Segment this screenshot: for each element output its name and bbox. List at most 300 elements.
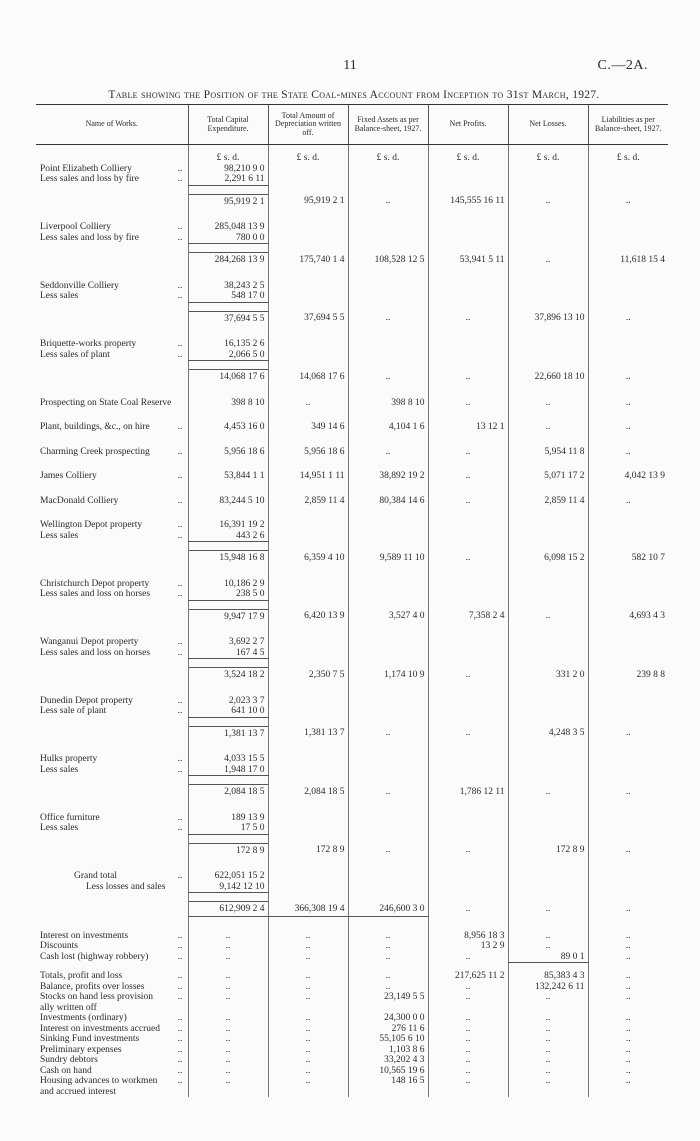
net-profit-cell: 13 2 9 — [428, 941, 508, 952]
total-capital-cell: 95,919 2 1 — [188, 194, 268, 208]
works-name — [36, 339, 188, 350]
works-name — [36, 1024, 188, 1035]
net-row — [36, 726, 668, 740]
net-loss-cell: .. — [508, 931, 588, 942]
page-number: 11 — [343, 58, 357, 73]
works-name-text: Less sales and loss on horses — [40, 589, 151, 599]
net-loss-cell: 2,859 11 4 — [508, 496, 588, 507]
liability-cell: .. — [588, 1045, 668, 1056]
works-name-text: Interest on investments — [40, 930, 129, 941]
works-name-text: James Colliery — [40, 471, 97, 481]
net-loss-cell: .. — [508, 1076, 588, 1087]
leader-dots: .. — [177, 764, 183, 775]
works-name — [36, 931, 188, 942]
gross-capital-cell: 16,135 2 6 — [188, 339, 268, 350]
works-name — [36, 952, 188, 963]
header-row — [36, 105, 668, 145]
net-profit-cell: .. — [428, 668, 508, 682]
net-row — [36, 551, 668, 565]
summary-row — [36, 1034, 668, 1045]
deduction-row — [36, 174, 668, 185]
liability-cell: .. — [588, 194, 668, 208]
fixed-assets-cell: .. — [348, 447, 428, 458]
fixed-assets-cell: 148 16 5 — [348, 1076, 428, 1087]
works-name — [36, 589, 188, 600]
depreciation-cell: .. — [268, 971, 348, 982]
net-profit-cell: .. — [428, 370, 508, 384]
works-name-text: and accrued interest — [40, 1086, 116, 1097]
net-loss-cell: .. — [508, 941, 588, 952]
deduction-cell: 17 5 0 — [188, 823, 268, 834]
leader-dots: .. — [177, 1076, 183, 1086]
summary-row-continued — [36, 1087, 668, 1098]
leader-dots: .. — [177, 695, 183, 706]
leader-dots: .. — [177, 1044, 183, 1055]
works-name-text: Discounts — [40, 941, 78, 951]
gross-capital-cell: 622,051 15 2 — [188, 871, 268, 882]
works-name — [36, 941, 188, 952]
works-name-text: Wellington Depot property — [40, 520, 143, 530]
entry-row — [36, 339, 668, 350]
net-loss-cell: .. — [508, 1045, 588, 1056]
leader-dots: .. — [177, 992, 183, 1002]
leader-dots: .. — [177, 222, 183, 232]
net-loss-cell: 6,098 15 2 — [508, 551, 588, 565]
net-row — [36, 194, 668, 208]
works-name-text: Plant, buildings, &c., on hire — [40, 422, 150, 432]
depreciation-cell: .. — [268, 992, 348, 1003]
leader-dots: .. — [177, 339, 183, 349]
fixed-assets-cell: .. — [348, 370, 428, 384]
gross-capital-cell: 98,210 9 0 — [188, 164, 268, 175]
total-capital-cell: .. — [188, 1013, 268, 1024]
net-loss-cell: .. — [508, 1034, 588, 1045]
liability-cell: .. — [588, 311, 668, 325]
header-total-capital: Total Capital Expenditure. — [188, 105, 268, 145]
liability-cell: .. — [588, 1034, 668, 1045]
gross-capital-cell: 16,391 19 2 — [188, 520, 268, 531]
header-liabilities: Liabilities as per Balance-sheet, 1927. — [588, 105, 668, 145]
total-capital-cell: 398 8 10 — [188, 398, 268, 409]
total-capital-cell: .. — [188, 1055, 268, 1066]
entry-row — [36, 696, 668, 707]
entry-row — [36, 471, 668, 482]
leader-dots: .. — [177, 812, 183, 823]
works-name-text: Housing advances to workmen — [40, 1076, 158, 1086]
works-name-text: Cash on hand — [40, 1065, 92, 1076]
works-name-text: Cash lost (highway robbery) — [40, 951, 149, 962]
total-capital-cell: .. — [188, 931, 268, 942]
entry-row — [36, 222, 668, 233]
total-capital-cell: .. — [188, 1066, 268, 1077]
works-name-text: Charming Creek prospecting — [40, 446, 150, 457]
net-loss-cell: .. — [508, 785, 588, 799]
net-profit-cell: .. — [428, 496, 508, 507]
currency-label: £ s. d. — [508, 153, 588, 164]
works-name — [36, 291, 188, 302]
works-name-text: Stocks on hand less provision — [40, 992, 153, 1002]
liability-cell: .. — [588, 1076, 668, 1087]
net-row — [36, 370, 668, 384]
fixed-assets-cell: .. — [348, 952, 428, 963]
works-name — [36, 174, 188, 185]
leader-dots: .. — [177, 495, 183, 506]
net-row — [36, 609, 668, 623]
leader-dots: .. — [177, 1055, 183, 1065]
entry-row — [36, 447, 668, 458]
leader-dots: .. — [177, 823, 183, 833]
total-capital-cell: .. — [188, 982, 268, 993]
liability-cell: .. — [588, 1024, 668, 1035]
fixed-assets-cell: 246,600 3 0 — [348, 902, 428, 917]
works-name-text: Less sales and loss on horses — [40, 647, 151, 658]
net-profit-cell: .. — [428, 982, 508, 993]
works-name — [36, 971, 188, 982]
entry-row — [36, 813, 668, 824]
leader-dots: .. — [177, 349, 183, 360]
works-name-text: Point Elizabeth Colliery — [40, 163, 132, 174]
leader-dots: .. — [177, 530, 183, 541]
net-profit-cell: 8,956 18 3 — [428, 931, 508, 942]
fixed-assets-cell: .. — [348, 931, 428, 942]
summary-row — [36, 1013, 668, 1024]
total-capital-cell: .. — [188, 971, 268, 982]
net-profit-cell: 217,625 11 2 — [428, 971, 508, 982]
leader-dots: .. — [177, 422, 183, 432]
net-profit-cell: 145,555 16 11 — [428, 194, 508, 208]
deduction-cell: 641 10 0 — [188, 706, 268, 717]
net-row — [36, 902, 668, 917]
depreciation-cell: .. — [268, 1055, 348, 1066]
liability-cell: 4,042 13 9 — [588, 471, 668, 482]
works-name-text: Briquette-works property — [40, 339, 137, 349]
works-name-text: Less sales of plant — [40, 349, 110, 360]
works-name-text: Office furniture — [40, 812, 100, 823]
net-loss-cell: .. — [508, 992, 588, 1003]
deduction-cell: 548 17 0 — [188, 291, 268, 302]
net-profit-cell: .. — [428, 1076, 508, 1087]
net-loss-cell: .. — [508, 253, 588, 267]
leader-dots: .. — [177, 589, 183, 599]
summary-row — [36, 952, 668, 963]
total-capital-cell: 83,244 5 10 — [188, 496, 268, 507]
works-name — [36, 871, 188, 882]
works-name-text: Seddonville Colliery — [40, 280, 119, 291]
entry-row — [36, 871, 668, 882]
works-name — [36, 754, 188, 765]
leader-dots: .. — [177, 754, 183, 764]
net-loss-cell: 5,954 11 8 — [508, 447, 588, 458]
header-name-of-works: Name of Works. — [36, 105, 188, 145]
depreciation-cell: 6,420 13 9 — [268, 609, 348, 623]
works-name-text: Christchurch Depot property — [40, 578, 150, 589]
liability-cell: 582 10 7 — [588, 551, 668, 565]
fixed-assets-cell: 9,589 11 10 — [348, 551, 428, 565]
works-name — [36, 823, 188, 834]
net-row — [36, 668, 668, 682]
works-name-text: Preliminary expenses — [40, 1044, 122, 1055]
works-name — [36, 496, 188, 507]
net-profit-cell: .. — [428, 843, 508, 857]
header-depreciation: Total Amount of Depreciation written off. — [268, 105, 348, 145]
liability-cell: .. — [588, 902, 668, 917]
fixed-assets-cell: .. — [348, 982, 428, 993]
works-name-text: Less sales — [40, 291, 79, 301]
deduction-cell: 780 0 0 — [188, 233, 268, 244]
works-name — [36, 1045, 188, 1056]
deduction-row — [36, 350, 668, 361]
total-capital-cell: 37,694 5 5 — [188, 311, 268, 325]
works-name — [36, 281, 188, 292]
depreciation-cell: .. — [268, 1034, 348, 1045]
net-profit-cell: .. — [428, 1066, 508, 1077]
works-name — [36, 1087, 188, 1098]
deduction-row — [36, 531, 668, 542]
summary-row — [36, 1024, 668, 1035]
fixed-assets-cell: 1,174 10 9 — [348, 668, 428, 682]
depreciation-cell: 14,951 1 11 — [268, 471, 348, 482]
net-loss-cell: 37,896 13 10 — [508, 311, 588, 325]
leader-dots: .. — [177, 471, 183, 481]
leader-dots: .. — [177, 1065, 183, 1076]
depreciation-cell: .. — [268, 1066, 348, 1077]
summary-row — [36, 941, 668, 952]
works-name — [36, 637, 188, 648]
net-profit-cell: .. — [428, 1045, 508, 1056]
depreciation-cell: 366,308 19 4 — [268, 902, 348, 917]
deduction-row — [36, 706, 668, 717]
fixed-assets-cell: 1,103 8 6 — [348, 1045, 428, 1056]
net-profit-cell: .. — [428, 471, 508, 482]
depreciation-cell: 1,381 13 7 — [268, 726, 348, 740]
deduction-row — [36, 291, 668, 302]
fixed-assets-cell: .. — [348, 941, 428, 952]
fixed-assets-cell: 108,528 12 5 — [348, 253, 428, 267]
net-loss-cell: .. — [508, 194, 588, 208]
net-loss-cell: .. — [508, 1066, 588, 1077]
net-loss-cell: 22,660 18 10 — [508, 370, 588, 384]
entry-row — [36, 164, 668, 175]
document-reference: C.—2A. — [597, 58, 648, 73]
entry-row — [36, 398, 668, 409]
gross-capital-cell: 3,692 2 7 — [188, 637, 268, 648]
currency-label: £ s. d. — [268, 153, 348, 164]
fixed-assets-cell: 23,149 5 5 — [348, 992, 428, 1003]
liability-cell: .. — [588, 1066, 668, 1077]
depreciation-cell: .. — [268, 952, 348, 963]
works-name — [36, 233, 188, 244]
liability-cell: .. — [588, 726, 668, 740]
entry-row — [36, 579, 668, 590]
net-profit-cell: .. — [428, 992, 508, 1003]
depreciation-cell: .. — [268, 1045, 348, 1056]
header-net-losses: Net Losses. — [508, 105, 588, 145]
net-loss-cell: .. — [508, 398, 588, 409]
works-name-text: Less sales — [40, 823, 79, 833]
leader-dots: .. — [177, 647, 183, 658]
fixed-assets-cell: 3,527 4 0 — [348, 609, 428, 623]
net-loss-cell: .. — [508, 1013, 588, 1024]
entry-row — [36, 281, 668, 292]
works-name — [36, 1055, 188, 1066]
fixed-assets-cell: .. — [348, 971, 428, 982]
net-loss-cell: 331 2 0 — [508, 668, 588, 682]
liability-cell: .. — [588, 447, 668, 458]
net-loss-cell: .. — [508, 1024, 588, 1035]
liability-cell: .. — [588, 496, 668, 507]
works-name-text: Less losses and sales — [86, 881, 166, 892]
fixed-assets-cell: 10,565 19 6 — [348, 1066, 428, 1077]
gross-capital-cell: 2,023 3 7 — [188, 696, 268, 707]
currency-label: £ s. d. — [188, 153, 268, 164]
leader-dots: .. — [177, 981, 183, 992]
summary-row — [36, 992, 668, 1003]
works-name-text: Less sales — [40, 764, 79, 775]
depreciation-cell: .. — [268, 941, 348, 952]
works-name-text: Sundry debtors — [40, 1055, 98, 1065]
net-profit-cell: 53,941 5 11 — [428, 253, 508, 267]
leader-dots: .. — [177, 871, 183, 881]
net-row — [36, 843, 668, 857]
depreciation-cell: 5,956 18 6 — [268, 447, 348, 458]
deduction-cell: 2,291 6 11 — [188, 174, 268, 185]
works-name — [36, 1034, 188, 1045]
net-profit-cell: .. — [428, 902, 508, 917]
works-name — [36, 350, 188, 361]
entry-row — [36, 637, 668, 648]
total-capital-cell: .. — [188, 1034, 268, 1045]
works-name — [36, 398, 188, 409]
works-name — [36, 471, 188, 482]
entry-row — [36, 520, 668, 531]
liability-cell: .. — [588, 398, 668, 409]
deduction-cell: 2,066 5 0 — [188, 350, 268, 361]
works-name-text: Grand total — [74, 871, 118, 881]
net-loss-cell: 89 0 1 — [508, 952, 588, 963]
coal-mines-account-table — [36, 104, 668, 1097]
works-name — [36, 696, 188, 707]
net-row — [36, 785, 668, 799]
net-profit-cell: .. — [428, 1055, 508, 1066]
works-name — [36, 648, 188, 659]
gross-capital-cell: 4,033 15 5 — [188, 754, 268, 765]
liability-cell: .. — [588, 785, 668, 799]
liability-cell: .. — [588, 1013, 668, 1024]
deduction-cell: 1,948 17 0 — [188, 765, 268, 776]
depreciation-cell: .. — [268, 1013, 348, 1024]
works-name — [36, 447, 188, 458]
gross-capital-cell: 38,243 2 5 — [188, 281, 268, 292]
header-net-profits: Net Profits. — [428, 105, 508, 145]
depreciation-cell: 2,350 7 5 — [268, 668, 348, 682]
leader-dots: .. — [177, 578, 183, 589]
deduction-row — [36, 589, 668, 600]
leader-dots: .. — [177, 930, 183, 941]
total-capital-cell: 1,381 13 7 — [188, 726, 268, 740]
leader-dots: .. — [177, 280, 183, 291]
deduction-row — [36, 233, 668, 244]
liability-cell: .. — [588, 370, 668, 384]
works-name — [36, 813, 188, 824]
summary-row — [36, 982, 668, 993]
summary-row — [36, 971, 668, 982]
total-capital-cell: 53,844 1 1 — [188, 471, 268, 482]
gross-capital-cell: 285,048 13 9 — [188, 222, 268, 233]
net-profit-cell: .. — [428, 311, 508, 325]
total-capital-cell: 2,084 18 5 — [188, 785, 268, 799]
total-capital-cell: .. — [188, 992, 268, 1003]
fixed-assets-cell: 55,105 6 10 — [348, 1034, 428, 1045]
works-name — [36, 222, 188, 233]
fixed-assets-cell: 24,300 0 0 — [348, 1013, 428, 1024]
summary-row — [36, 1045, 668, 1056]
works-name-text: Less sales and loss by fire — [40, 174, 139, 184]
fixed-assets-cell: 398 8 10 — [348, 398, 428, 409]
leader-dots: .. — [177, 706, 183, 716]
fixed-assets-cell: .. — [348, 194, 428, 208]
works-name — [36, 992, 188, 1003]
leader-dots: .. — [177, 971, 183, 981]
net-loss-cell: 5,071 17 2 — [508, 471, 588, 482]
works-name — [36, 1066, 188, 1077]
works-name-text: Less sale of plant — [40, 706, 107, 716]
total-capital-cell: 14,068 17 6 — [188, 370, 268, 384]
fixed-assets-cell: .. — [348, 311, 428, 325]
net-loss-cell: 85,383 4 3 — [508, 971, 588, 982]
net-profit-cell: .. — [428, 1013, 508, 1024]
liability-cell: 11,618 15 4 — [588, 253, 668, 267]
fixed-assets-cell: 4,104 1 6 — [348, 422, 428, 433]
fixed-assets-cell: 33,202 4 3 — [348, 1055, 428, 1066]
fixed-assets-cell: .. — [348, 843, 428, 857]
fixed-assets-cell: .. — [348, 785, 428, 799]
leader-dots: .. — [177, 1023, 183, 1034]
works-name-text: Balance, profits over losses — [40, 981, 145, 992]
depreciation-cell: 95,919 2 1 — [268, 194, 348, 208]
deduction-row — [36, 823, 668, 834]
fixed-assets-cell: 276 11 6 — [348, 1024, 428, 1035]
liability-cell: .. — [588, 982, 668, 993]
depreciation-cell: .. — [268, 982, 348, 993]
total-capital-cell: 172 8 9 — [188, 843, 268, 857]
depreciation-cell: 37,694 5 5 — [268, 311, 348, 325]
works-name — [36, 520, 188, 531]
liability-cell: 239 8 8 — [588, 668, 668, 682]
leader-dots: .. — [177, 520, 183, 530]
works-name-text: Less sales — [40, 530, 79, 541]
currency-label: £ s. d. — [588, 153, 668, 164]
depreciation-cell: 2,084 18 5 — [268, 785, 348, 799]
works-name — [36, 765, 188, 776]
works-name-text: Prospecting on State Coal Reserve — [40, 397, 172, 408]
liability-cell: .. — [588, 941, 668, 952]
total-capital-cell: .. — [188, 1045, 268, 1056]
summary-row — [36, 1066, 668, 1077]
liability-cell: .. — [588, 843, 668, 857]
net-profit-cell: .. — [428, 1024, 508, 1035]
currency-label: £ s. d. — [348, 153, 428, 164]
table-title: Table showing the Position of the State Coal-mines Account from Inception to 31st March, 1927. — [108, 89, 600, 101]
deduction-row — [36, 765, 668, 776]
net-loss-cell: 132,242 6 11 — [508, 982, 588, 993]
deduction-cell: 443 2 6 — [188, 531, 268, 542]
works-name-text: Liverpool Colliery — [40, 222, 111, 232]
entry-row — [36, 754, 668, 765]
net-profit-cell: 13 12 1 — [428, 422, 508, 433]
works-name — [36, 1076, 188, 1087]
net-profit-cell: 7,358 2 4 — [428, 609, 508, 623]
works-name — [36, 579, 188, 590]
